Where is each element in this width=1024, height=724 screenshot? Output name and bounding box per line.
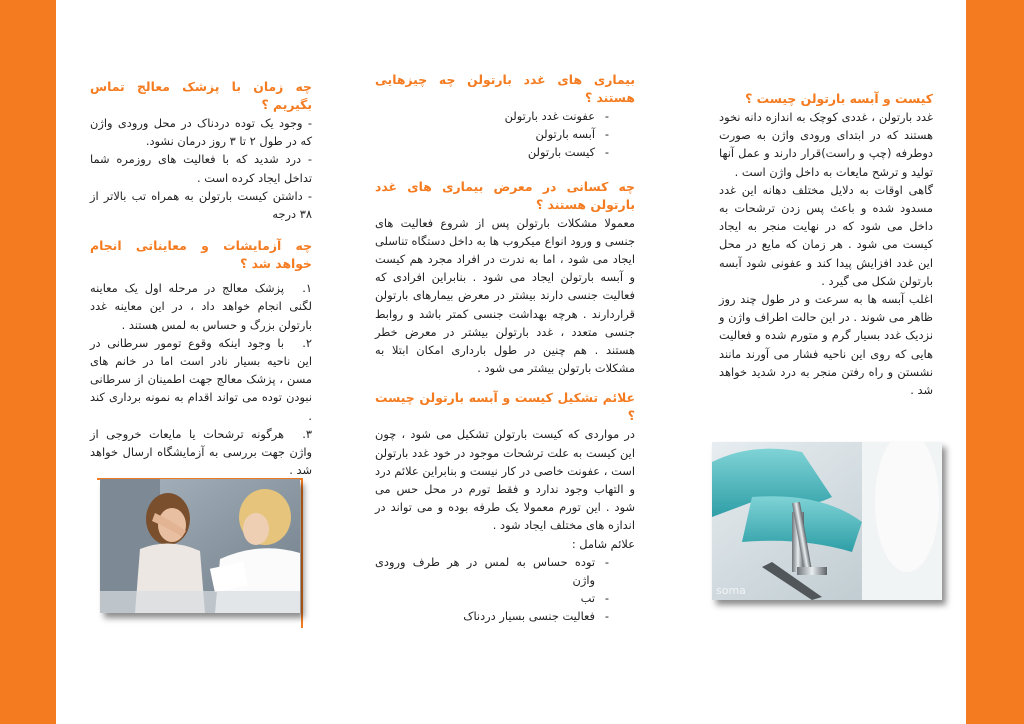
paragraph: معمولا مشکلات بارتولن پس از شروع فعالیت های جنسی و ورود انواع میکروب ها به داخل دستگاه تناسلی ایجاد می شود ، اما به ندرت در افراد مجرد هم کیست و آبسه بارتولن ایجاد می شود . بنابراین افرادی که فعالیت جنسی دارند بیشتر در معرض بیمارهای بارتولن قراردارند . هرچه بهداشت جنسی کمتر باشد و روابط جنسی متعدد ، غدد بارتولن بیشتر در معرض خطر هستند . هم چنین در طول بارداری امکان ابتلا به مشکلات بارتولن بیشتر می شود . [375,215,635,376]
step-number: ۱. [302,281,312,296]
list-item [90,334,312,425]
heading-who-at-risk: چه کسانی در معرض بیماری های غدد بارتولن هستند ؟ [375,178,635,212]
step-text: هرگونه ترشحات یا مایعات خروجی از واژن جهت بررسی به آزمایشگاه ارسال خواهد شد . [90,426,312,478]
list-item: - کیست بارتولن [375,143,611,161]
list-item: - درد شدید که با فعالیت های روزمره شما تداخل ایجاد کرده است . [90,152,312,185]
step-text: پزشک معالج در مرحله اول یک معاینه لگنی انجام خواهد داد ، در این معاینه غدد بارتولن بزرگ و حساس به لمس هستند . [90,281,312,332]
diseases-list [375,107,611,162]
list-item [90,425,312,480]
photo-watermark: soma [716,584,746,597]
consultation-illustration [100,479,300,613]
step-number: ۲. [302,335,312,350]
step-number: ۳. [302,426,312,441]
list-item: - تب [375,589,611,607]
heading-symptoms: علائم تشکیل کیست و آبسه بارتولن چیست ؟ [375,390,635,424]
symptoms-label: علائم شامل : [571,536,635,551]
symptoms-list [375,553,611,626]
left-column [90,78,312,479]
list-item: - عفونت غدد بارتولن [375,107,611,125]
tests-list [90,279,312,479]
list-item [90,279,312,334]
list-item: - داشتن کیست بارتولن به همراه تب بالاتر از ۳۸ درجه [90,188,312,222]
list-item: - فعالیت جنسی بسیار دردناک [375,607,611,625]
heading-bartholin-diseases: بیماری های غدد بارتولن چه چیزهایی هستند ؟ [375,72,635,105]
consultation-photo [100,479,300,613]
heading-what-is-bartholin: کیست و آبسه بارتولن چیست ؟ [745,91,933,106]
heading-tests-exams: چه آزمایشات و معایناتی انجام خواهد شد ؟ [90,238,312,272]
right-column [719,90,933,399]
left-orange-band [0,0,56,724]
paragraph: گاهی اوقات به دلایل مختلف دهانه این غدد مسدود شده و باعث پس زدن ترشحات به داخل می شود که در نهایت منجر به ایجاد کیست می شود . هر زمان که مایع در محل این غدد افزایش پیدا کند و عفونی شود آبسه بارتولن شکل می گیرد . [719,182,933,288]
exam-chair-illustration [712,442,942,600]
paragraph: در مواردی که کیست بارتولن تشکیل می شود ، چون این کیست به علت ترشحات موجود در خود غدد بارتولن است ، عفونت خاصی در کار نیست و بنابراین علائم درد و التهاب وجود ندارد و فقط تورم در محل حس می شود . این تورم معمولا یک طرفه بوده و می تواند در اندازه های مختلف ایجاد شود . [375,427,635,533]
middle-column [375,71,635,626]
photo-frame-line-right [301,478,303,628]
paragraph: اغلب آبسه ها به سرعت و در طول چند روز ظاهر می شوند . در این حالت اطراف واژن و نزدیک غدد بسیار گرم و متورم شده و فعالیت هایی که روی این ناحیه فشار می آورند مانند نشستن و راه رفتن منجر به درد شدید خواهد شد . [719,292,933,398]
exam-chair-photo [712,442,942,600]
step-text: با وجود اینکه وقوع تومور سرطانی در این ناحیه بسیار نادر است اما در خانم های مسن ، پزشک معالج جهت اطمینان از سرطانی نبودن توده می تواند اقدام به نمونه برداری کند . [90,335,312,423]
paragraph: غدد بارتولن ، غددی کوچک به اندازه دانه نخود هستند که در ابتدای ورودی واژن به صورت دوطرفه (چپ و راست)قرار دارند و عمل آنها تولید و ترشح مایعات به داخل واژن است . [719,110,933,179]
list-item: - توده حساس به لمس در هر طرف ورودی واژن [375,553,611,589]
list-item: - آبسه بارتولن [375,125,611,143]
heading-when-to-call-doctor: چه زمان با پزشک معالج تماس بگیریم ؟ [90,79,312,112]
list-item: - وجود یک توده دردناک در محل ورودی واژن که در طول ۲ تا ۳ روز درمان نشود. [90,116,312,149]
right-orange-band [966,0,1024,724]
